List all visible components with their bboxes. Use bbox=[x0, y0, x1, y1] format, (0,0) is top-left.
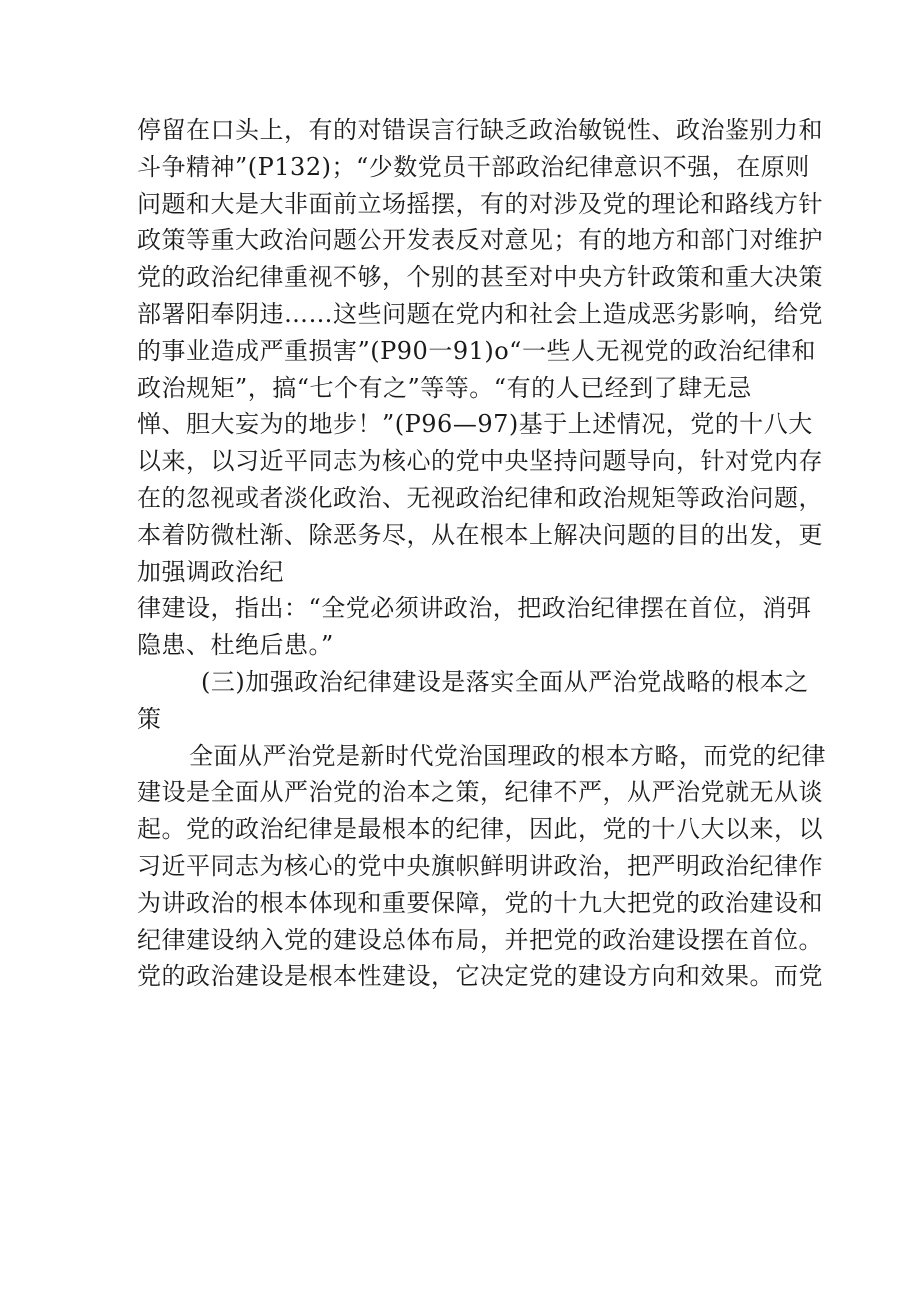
section-heading-continued: 策 bbox=[137, 704, 162, 733]
text-line: 政策等重大政治问题公开发表反对意见；有的地方和部门对维护 bbox=[137, 226, 823, 255]
text-line: 党的政治建设是根本性建设，它决定党的建设方向和效果。而党 bbox=[137, 962, 823, 991]
text-line: 律建设，指出：“全党必须讲政治，把政治纪律摆在首位，消弭 bbox=[137, 594, 812, 623]
text-line: 的事业造成严重损害”(P90一91)o“一些人无视党的政治纪律和 bbox=[137, 336, 816, 365]
text-line: 建设是全面从严治党的治本之策，纪律不严，从严治党就无从谈 bbox=[137, 778, 823, 807]
body-text bbox=[137, 112, 826, 995]
text-line: 部署阳奉阴违……这些问题在党内和社会上造成恶劣影响，给党 bbox=[137, 299, 823, 328]
text-line: 本着防微杜渐、除恶务尽，从在根本上解决问题的目的出发，更 bbox=[137, 520, 823, 549]
text-line: 在的忽视或者淡化政治、无视政治纪律和政治规矩等政治问题， bbox=[137, 483, 823, 512]
section-heading: (三)加强政治纪律建设是落实全面从严治党战略的根本之 bbox=[201, 667, 809, 696]
text-line: 为讲政治的根本体现和重要保障，党的十九大把党的政治建设和 bbox=[137, 888, 823, 917]
text-line: 以来，以习近平同志为核心的党中央坚持问题导向，针对党内存 bbox=[137, 447, 823, 476]
text-line: 政治规矩”，搞“七个有之”等等。“有的人已经到了肆无忌 bbox=[137, 373, 752, 402]
text-line: 起。党的政治纪律是最根本的纪律，因此，党的十八大以来，以 bbox=[137, 815, 823, 844]
text-line: 问题和大是大非面前立场摇摆，有的对涉及党的理论和路线方针 bbox=[137, 189, 823, 218]
text-line: 斗争精神”(P132)；“少数党员干部政治纪律意识不强，在原则 bbox=[137, 152, 810, 181]
text-line: 习近平同志为核心的党中央旗帜鲜明讲政治，把严明政治纪律作 bbox=[137, 851, 823, 880]
text-line: 加强调政治纪 bbox=[137, 557, 284, 586]
paragraph-first-line: 全面从严治党是新时代党治国理政的根本方略，而党的纪律 bbox=[189, 741, 826, 770]
text-line: 停留在口头上，有的对错误言行缺乏政治敏锐性、政治鉴别力和 bbox=[137, 116, 823, 144]
text-line: 隐患、杜绝后患。” bbox=[137, 631, 334, 660]
text-line: 纪律建设纳入党的建设总体布局，并把党的政治建设摆在首位。 bbox=[137, 925, 823, 954]
text-line: 惮、胆大妄为的地步！”(P96—97)基于上述情况，党的十八大 bbox=[137, 410, 813, 439]
text-line: 党的政治纪律重视不够，个别的甚至对中央方针政策和重大决策 bbox=[137, 263, 823, 292]
